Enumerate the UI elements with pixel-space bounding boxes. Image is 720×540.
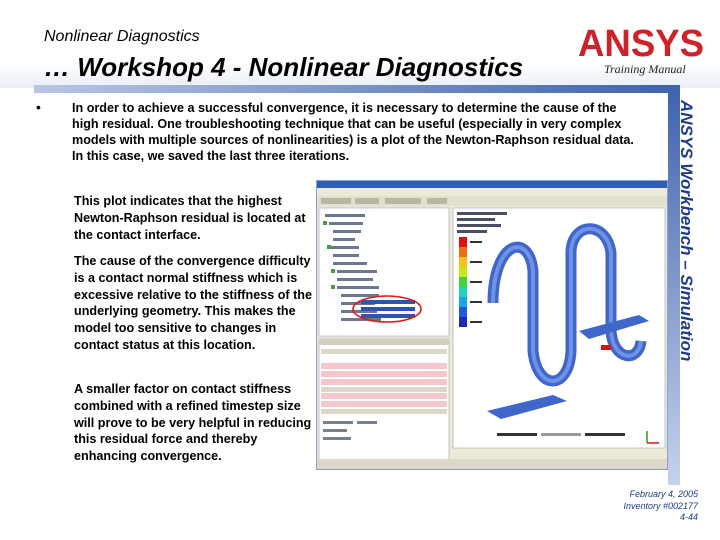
bullet-icon: • xyxy=(36,99,41,115)
intro-paragraph: In order to achieve a successful convergence, it is necessary to determine the cause of the high residual. One troubleshooting technique that can be useful (especially in very complex models with multiple sources of nonlinearities) is a plot of the Newton-Raphson residual data. In this case, we saved the last three iterations. xyxy=(72,101,634,163)
workbench-screenshot-image xyxy=(317,181,667,469)
workbench-screenshot xyxy=(316,180,668,470)
training-manual-label: Training Manual xyxy=(604,62,686,76)
footer-page-number: 4-44 xyxy=(679,512,698,522)
footer xyxy=(538,489,698,524)
footer-inventory: Inventory #002177 xyxy=(623,500,698,511)
section-title: Nonlinear Diagnostics xyxy=(44,28,200,45)
paragraph-plot-location: This plot indicates that the highest Newton-Raphson residual is located at the contact interface. xyxy=(74,194,306,242)
page-title: … Workshop 4 - Nonlinear Diagnostics xyxy=(44,52,524,82)
ansys-logo xyxy=(578,22,708,62)
paragraph-convergence-cause: The cause of the convergence difficulty is a contact normal stiffness which is excessive relative to the stiffness of the underlying geometry. This makes the model too sensitive to changes in contact status at this location. xyxy=(74,254,312,352)
horizontal-accent-bar xyxy=(34,85,674,93)
paragraph-solution: A smaller factor on contact stiffness combined with a refined timestep size will prove to be very helpful in reducing this residual force and thereby enhancing convergence. xyxy=(74,382,312,464)
logo-text: ANSYS xyxy=(578,23,704,62)
side-title: ANSYS Workbench – Simulation xyxy=(677,100,696,362)
footer-date: February 4, 2005 xyxy=(629,489,698,499)
